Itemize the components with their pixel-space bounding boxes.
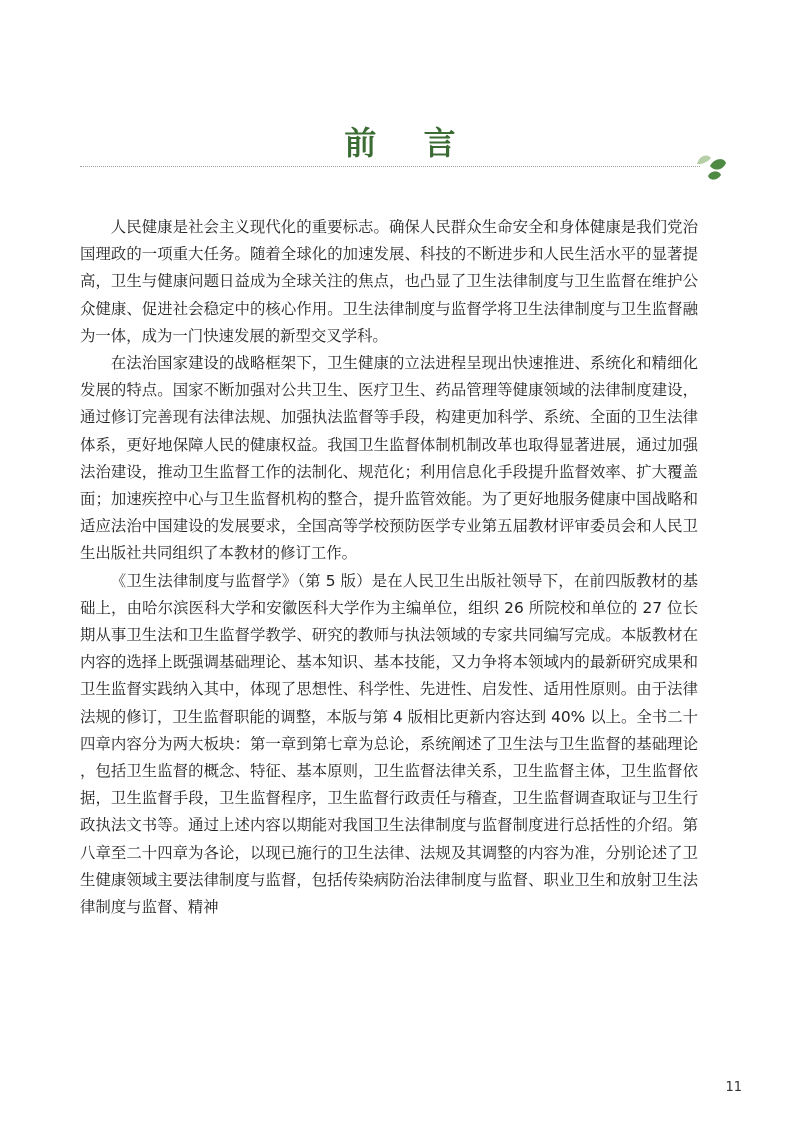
paragraph: 人民健康是社会主义现代化的重要标志。确保人民群众生命安全和身体健康是我们党治国理政的一项重大任务。随着全球化的加速发展、科技的不断进步和人民生活水平的显著提高，卫生与健康问题日益成为全球关注的焦点，也凸显了卫生法律制度与卫生监督在维护公众健康、促进社会稳定中的核心作用。卫生法律制度与监督学将卫生法律制度与卫生监督融为一体，成为一门快速发展的新型交叉学科。 [80,218,698,345]
body-text [80,214,698,921]
page-number: 11 [725,1080,742,1095]
paragraph: 《卫生法律制度与监督学》（第 5 版）是在人民卫生出版社领导下，在前四版教材的基础上，由哈尔滨医科大学和安徽医科大学作为主编单位，组织 26 所院校和单位的 27 位长期从事卫生法和卫生监督学教学、研究的教师与执法领域的专家共同编写完成。本版教材在内容的选择上既强调基础理论、基本知识、基本技能，又力争将本领域内的最新研究成果和卫生监督实践纳入其中，体现了思想性、科学性、先进性、启发性、适用性原则。由于法律法规的修订，卫生监督职能的调整，本版与第 4 版相比更新内容达到 40% 以上。全书二十四章内容分为两大板块：第一章到第七章为总论，系统阐述了卫生法与卫生监督的基础理论，包括卫生监督的概念、特征、基本原则，卫生监督法律关系，卫生监督主体，卫生监督依据，卫生监督手段，卫生监督程序，卫生监督行政责任与稽查，卫生监督调查取证与卫生行政执法文书等。通过上述内容以期能对我国卫生法律制度与监督制度进行总括性的介绍。第八章至二十四章为各论，以现已施行的卫生法律、法规及其调整的内容为准，分别论述了卫生健康领域主要法律制度与监督，包括传染病防治法律制度与监督、职业卫生和放射卫生法律制度与监督、精神 [80,571,698,917]
page-title: 前 言 [344,124,474,163]
leaf-icon [694,150,728,184]
title-divider [80,166,700,167]
paragraph: 在法治国家建设的战略框架下，卫生健康的立法进程呈现出快速推进、系统化和精细化发展的特点。国家不断加强对公共卫生、医疗卫生、药品管理等健康领域的法律制度建设，通过修订完善现有法律法规、加强执法监督等手段，构建更加科学、系统、全面的卫生法律体系，更好地保障人民的健康权益。我国卫生监督体制机制改革也取得显著进展，通过加强法治建设，推动卫生监督工作的法制化、规范化；利用信息化手段提升监督效率、扩大覆盖面；加速疾控中心与卫生监督机构的整合，提升监管效能。为了更好地服务健康中国战略和适应法治中国建设的发展要求，全国高等学校预防医学专业第五届教材评审委员会和人民卫生出版社共同组织了本教材的修订工作。 [80,354,698,563]
